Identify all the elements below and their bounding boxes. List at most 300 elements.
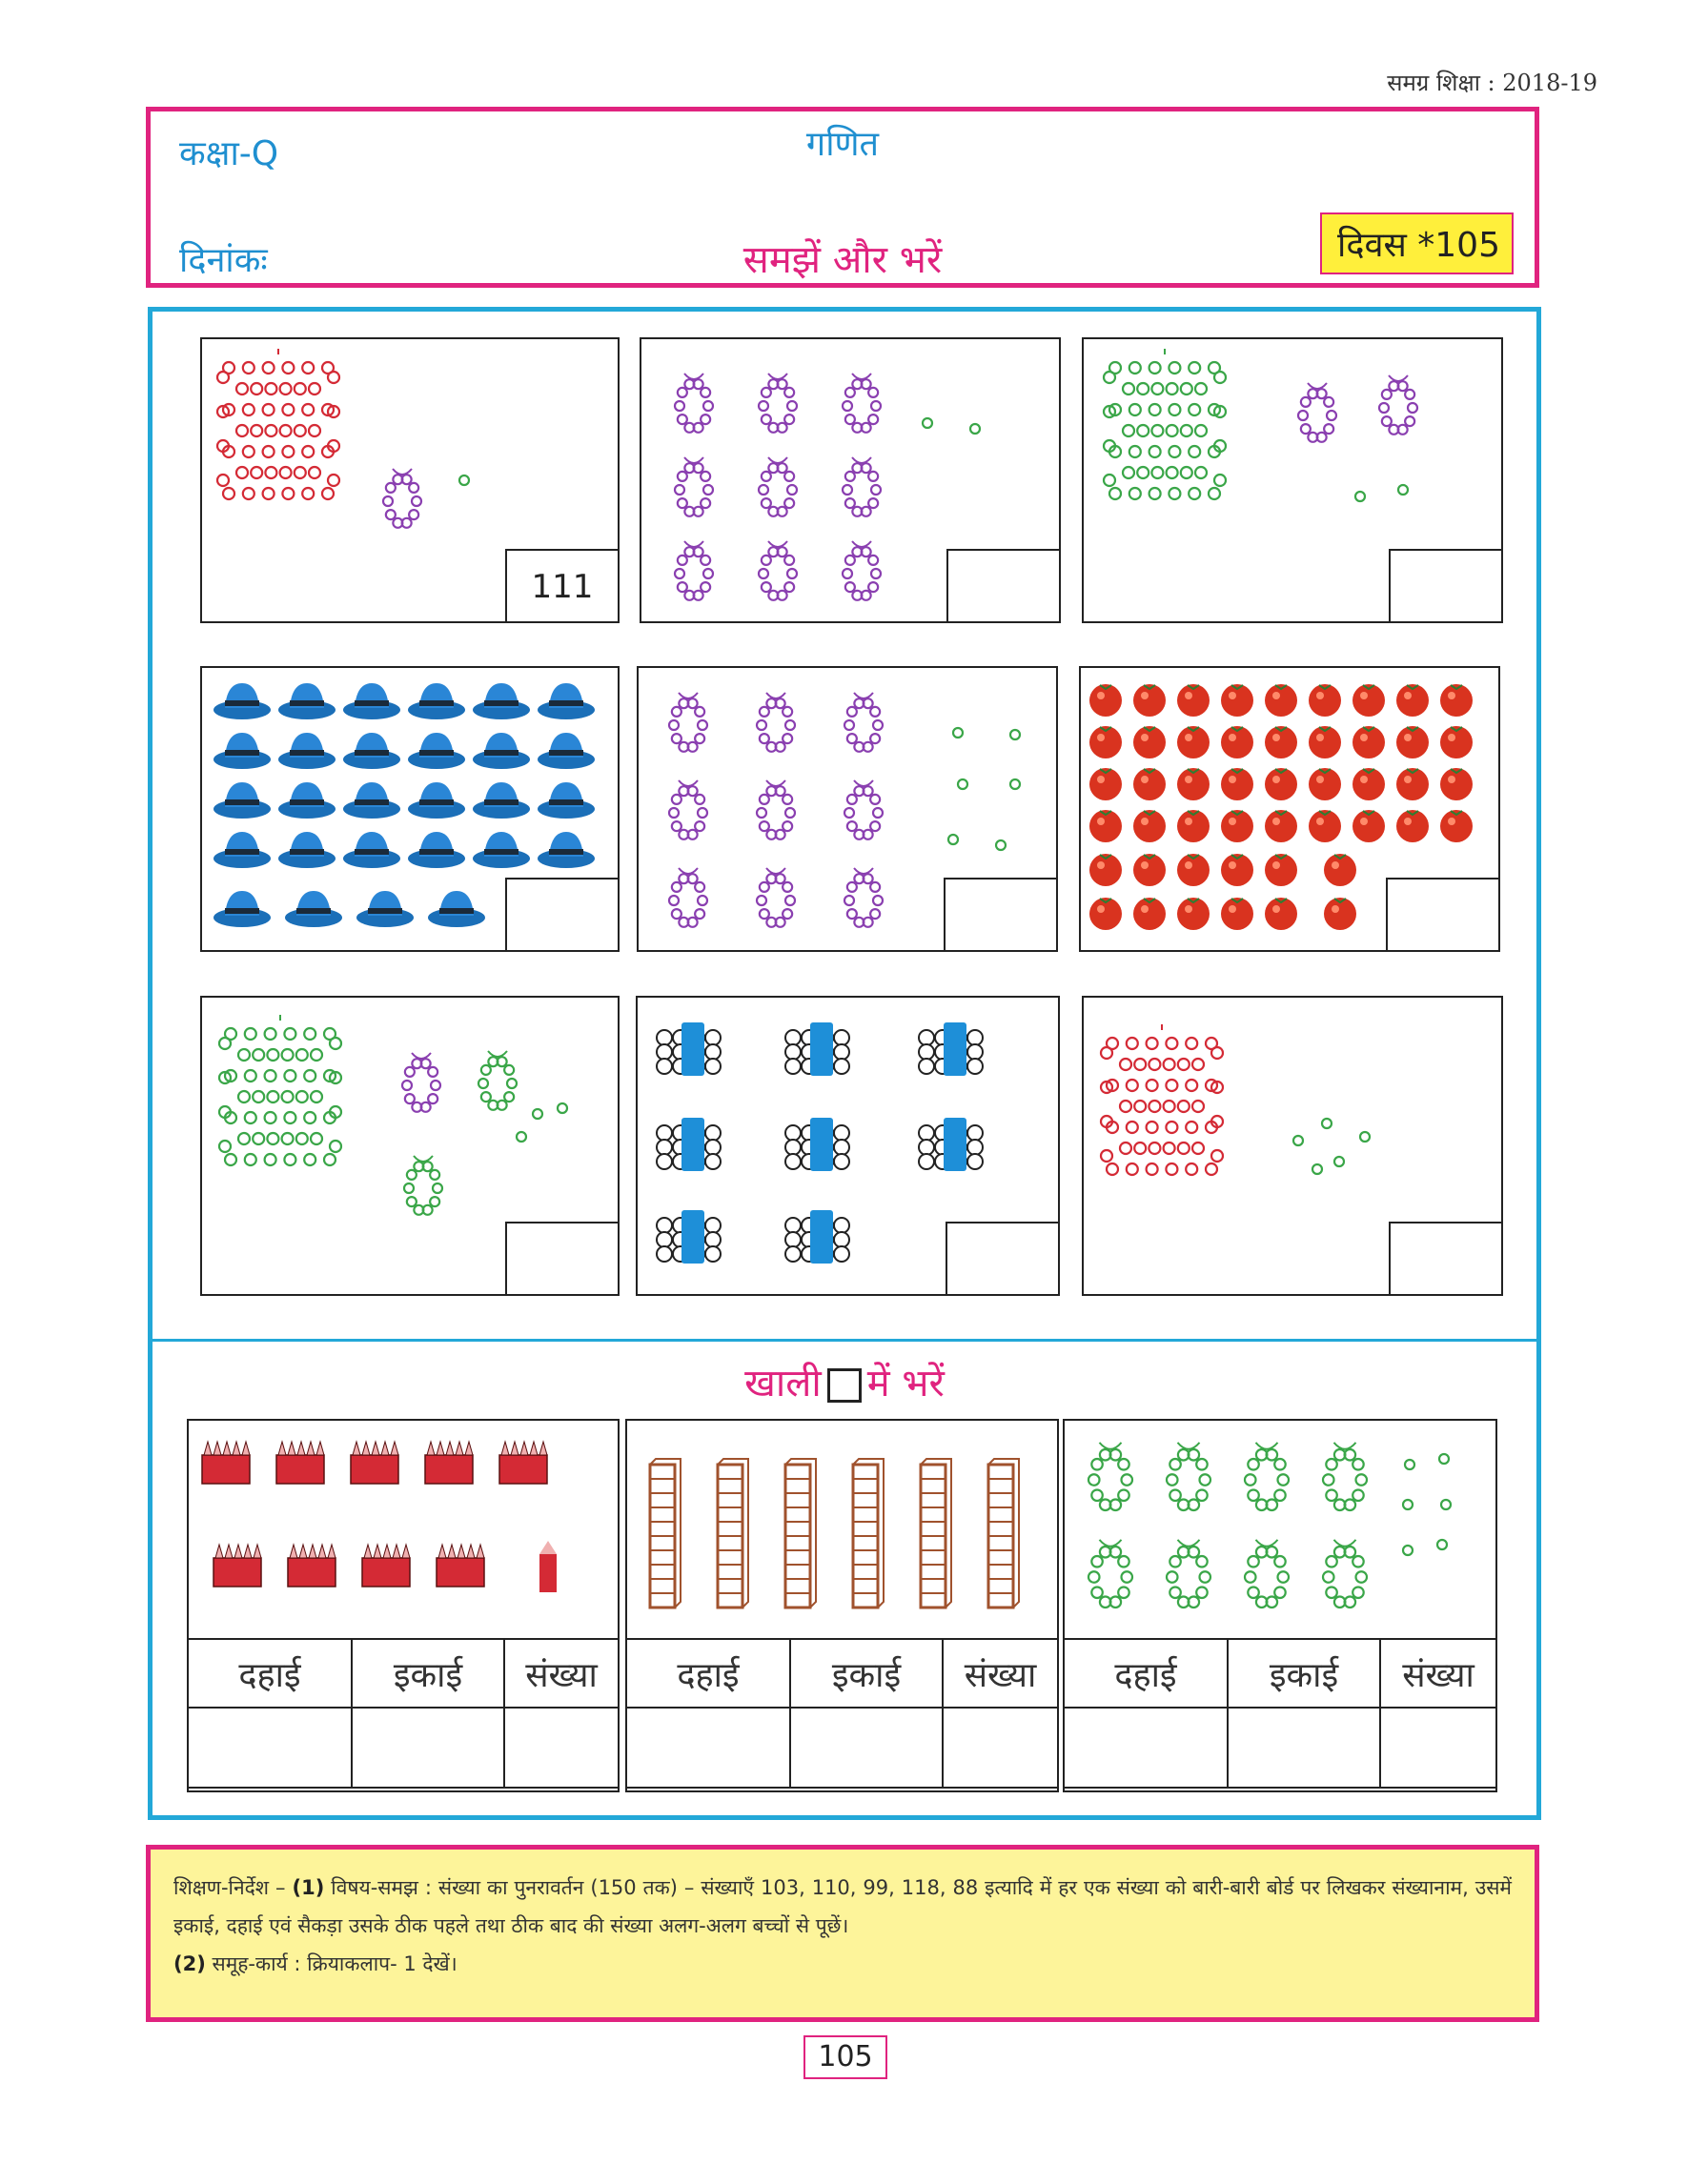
bead-icon	[870, 909, 880, 919]
bead-icon	[217, 475, 229, 486]
knot-icon	[684, 457, 703, 463]
ones-input[interactable]	[790, 1708, 943, 1788]
stick-end-icon	[834, 1154, 849, 1169]
knot-icon	[393, 469, 412, 475]
bead-icon	[953, 728, 963, 738]
stick-end-icon	[785, 1218, 801, 1233]
stick-end-icon	[834, 1044, 849, 1060]
bead-icon	[1169, 488, 1180, 499]
bead-icon	[404, 1183, 414, 1193]
bead-icon	[1326, 1587, 1337, 1598]
bead-icon	[1147, 1038, 1158, 1049]
bead-icon	[1088, 1474, 1100, 1486]
stick-end-icon	[657, 1154, 672, 1169]
bead-icon	[783, 821, 792, 831]
bead-icon	[784, 498, 794, 508]
bead-icon	[1186, 1122, 1197, 1133]
bead-icon	[328, 372, 339, 383]
empty-box-icon	[827, 1368, 862, 1403]
stick-end-icon	[834, 1218, 849, 1233]
bead-icon	[1134, 1143, 1146, 1154]
bead-icon	[1323, 1571, 1334, 1583]
tens-header: दहाई	[626, 1639, 790, 1708]
pv-panel-3	[1063, 1419, 1497, 1792]
teaching-note: शिक्षण-निर्देश – (1) विषय-समझ : संख्या का पुनरावर्तन (150 तक) – संख्याएँ 103, 110, 99, 118, 88 इत्यादि में हर एक संख्या को बारी-बारी बोर्ड पर लिखकर संख्यानाम, उसमें इकाई, दहाई एवं सैकड़ा उसके ठीक पहले तथा ठीक बाद की संख्या अलग-अलग बच्चों से पूछें। (2) समूह-कार्य : क्रियाकलाप- 1 देखें।	[146, 1845, 1539, 2022]
bead-icon	[507, 1079, 517, 1088]
bead-icon	[430, 1170, 439, 1180]
bead-icon	[1352, 1459, 1364, 1470]
bead-icon	[1091, 1459, 1103, 1470]
bead-icon	[1405, 416, 1414, 426]
bead-icon	[1326, 1556, 1337, 1567]
bead-icon	[1360, 1132, 1370, 1142]
bead-icon	[783, 707, 792, 717]
knot-icon	[768, 541, 787, 547]
bead-icon	[1137, 383, 1149, 394]
bead-icon	[762, 556, 771, 565]
bead-icon	[304, 1070, 315, 1082]
tens-header: दहाई	[188, 1639, 352, 1708]
bead-icon	[1167, 383, 1178, 394]
bead-icon	[533, 1109, 542, 1119]
bead-icon	[428, 1094, 437, 1103]
knot-icon	[852, 457, 871, 463]
bead-icon	[478, 1079, 488, 1088]
stick-end-icon	[705, 1030, 721, 1045]
bead-icon	[783, 882, 792, 892]
bead-icon	[1195, 383, 1207, 394]
stick-end-icon	[705, 1059, 721, 1074]
day-badge: दिवस *105	[1320, 212, 1514, 274]
bead-icon	[784, 388, 794, 397]
bead-icon	[1322, 1119, 1332, 1128]
bead-icon	[1293, 1136, 1303, 1145]
bead-icon	[1169, 446, 1180, 457]
bead-icon	[253, 1133, 264, 1144]
bead-icon	[324, 1154, 336, 1165]
bead-icon	[1278, 1474, 1290, 1486]
bead-icon	[845, 556, 855, 565]
bead-icon	[784, 415, 794, 424]
bead-icon	[757, 896, 766, 905]
bead-icon	[1327, 411, 1336, 420]
bead-icon	[1109, 488, 1121, 499]
bead-icon	[757, 808, 766, 818]
bead-icon	[847, 882, 857, 892]
stick-end-icon	[967, 1030, 983, 1045]
place-value-table	[1063, 1638, 1497, 1789]
bead-icon	[409, 510, 418, 519]
bead-icon	[1382, 390, 1392, 399]
knot-icon	[854, 780, 873, 786]
bead-icon	[265, 1028, 276, 1040]
bead-icon	[428, 1067, 437, 1077]
note-label: शिक्षण-निर्देश	[173, 1876, 270, 1899]
bead-icon	[958, 779, 967, 789]
ones-header: इकाई	[1228, 1639, 1380, 1708]
bead-icon	[1245, 1571, 1256, 1583]
bead-icon	[311, 1091, 322, 1102]
bead-icon	[1147, 1163, 1158, 1175]
bead-icon	[265, 1070, 276, 1082]
band-icon	[810, 1118, 833, 1171]
bead-icon	[282, 404, 294, 415]
bead-icon	[844, 896, 854, 905]
bead-icon	[309, 425, 320, 436]
stick-end-icon	[967, 1059, 983, 1074]
note-part1-number: (1)	[292, 1876, 325, 1899]
pencil-bundle-icon	[288, 1558, 336, 1587]
answer-box[interactable]	[1389, 1222, 1501, 1294]
bead-icon	[251, 425, 262, 436]
bead-icon	[1123, 383, 1134, 394]
answer-box[interactable]	[1389, 549, 1501, 621]
note-part1-text: संख्या का पुनरावर्तन (150 तक) – संख्याएँ 103, 110, 99, 118, 88 इत्यादि में हर एक संख्या को बारी-बारी बोर्ड पर लिखकर संख्यानाम, उसमें इकाई, दहाई एवं सैकड़ा उसके ठीक पहले तथा ठीक बाद की संख्या अलग-अलग बच्चों से पूछें।	[173, 1876, 1512, 1937]
pencil-bundle-icon	[202, 1455, 250, 1484]
bead-icon	[1189, 446, 1200, 457]
bead-icon	[243, 488, 254, 499]
pencil-bundle-icon	[214, 1558, 261, 1587]
bead-icon	[405, 1094, 415, 1103]
bead-icon	[265, 383, 276, 394]
bead-icon	[267, 1049, 278, 1061]
stick-end-icon	[657, 1030, 672, 1045]
bead-icon	[1379, 403, 1389, 413]
bead-icon	[386, 510, 396, 519]
bead-icon	[430, 1197, 439, 1206]
bead-icon	[843, 485, 852, 495]
knot-icon	[1334, 1540, 1356, 1547]
answer-box[interactable]	[505, 878, 618, 950]
knot-icon	[1100, 1443, 1122, 1449]
bead-icon	[695, 909, 704, 919]
number-input[interactable]	[1380, 1708, 1496, 1788]
bead-icon	[304, 1112, 315, 1123]
bead-icon	[1186, 1163, 1197, 1175]
number-input[interactable]	[504, 1708, 619, 1788]
bead-icon	[296, 1133, 308, 1144]
bead-icon	[223, 488, 234, 499]
bead-icon	[330, 1141, 341, 1152]
bead-icon	[1334, 1157, 1344, 1166]
bead-icon	[1118, 1587, 1129, 1598]
ones-input[interactable]	[352, 1708, 504, 1788]
bead-icon	[678, 388, 687, 397]
bead-icon	[1200, 1571, 1211, 1583]
bead-icon	[1356, 1474, 1368, 1486]
bead-icon	[1181, 467, 1192, 478]
bead-icon	[1312, 1164, 1322, 1174]
bead-icon	[236, 425, 248, 436]
bead-icon	[517, 1132, 526, 1142]
answer-box[interactable]	[944, 878, 1056, 950]
bead-icon	[845, 472, 855, 481]
bead-icon	[282, 362, 294, 374]
number-input[interactable]	[943, 1708, 1058, 1788]
fill-heading	[153, 1355, 1536, 1407]
bead-icon	[760, 795, 769, 804]
bead-icon	[762, 472, 771, 481]
bead-icon	[1167, 1571, 1178, 1583]
bead-icon	[672, 734, 681, 743]
stick-end-icon	[919, 1030, 934, 1045]
bead-icon	[785, 720, 795, 730]
bead-icon	[433, 1183, 442, 1193]
knot-icon	[1389, 375, 1408, 381]
number-header: संख्या	[943, 1639, 1058, 1708]
bead-icon	[1166, 1080, 1177, 1091]
bead-icon	[871, 485, 881, 495]
bead-icon	[1405, 1460, 1414, 1469]
tens-header: दहाई	[1064, 1639, 1228, 1708]
bead-icon	[1298, 411, 1308, 420]
bead-icon	[703, 569, 713, 578]
knot-icon	[684, 541, 703, 547]
bead-icon	[762, 388, 771, 397]
stick-end-icon	[705, 1154, 721, 1169]
stick-end-icon	[967, 1044, 983, 1060]
stick-end-icon	[834, 1232, 849, 1247]
bead-icon	[225, 1154, 236, 1165]
bead-icon	[282, 1133, 294, 1144]
bead-icon	[402, 1081, 412, 1090]
bead-icon	[1352, 1556, 1364, 1567]
knot-icon	[854, 868, 873, 874]
bead-icon	[1245, 1474, 1256, 1486]
bead-icon	[1196, 1489, 1208, 1501]
note-part1-title: विषय-समझ :	[331, 1876, 432, 1899]
bead-icon	[1120, 1059, 1131, 1070]
answer-box[interactable]	[946, 549, 1059, 621]
bead-icon	[1120, 1143, 1131, 1154]
bead-icon	[762, 415, 771, 424]
bead-icon	[1167, 1474, 1178, 1486]
knot-icon	[1178, 1540, 1200, 1547]
bead-icon	[1195, 467, 1207, 478]
pencil-bundle-icon	[276, 1455, 324, 1484]
page-heading: समझें और भरें	[742, 238, 943, 282]
bead-icon	[296, 1049, 308, 1061]
answer-box[interactable]	[946, 1222, 1058, 1294]
bead-icon	[282, 1091, 294, 1102]
bead-icon	[1104, 372, 1115, 383]
bead-icon	[267, 1133, 278, 1144]
bead-icon	[871, 401, 881, 411]
bead-icon	[1248, 1556, 1259, 1567]
knot-icon	[766, 780, 785, 786]
bead-icon	[703, 485, 713, 495]
bead-icon	[1408, 403, 1417, 413]
bead-icon	[760, 734, 769, 743]
bead-icon	[304, 1028, 315, 1040]
bead-icon	[1178, 1101, 1190, 1112]
bead-icon	[1166, 1122, 1177, 1133]
bead-icon	[1211, 1047, 1223, 1059]
bead-icon	[1301, 397, 1311, 407]
bead-icon	[1167, 467, 1178, 478]
bead-icon	[1405, 390, 1414, 399]
bead-icon	[760, 821, 769, 831]
panel-2	[640, 337, 1061, 623]
bead-icon	[304, 1154, 315, 1165]
bead-icon	[868, 415, 878, 424]
pencil-bundle-icon	[499, 1455, 547, 1484]
pencil-bundle-illustration	[189, 1421, 620, 1642]
bead-icon	[282, 488, 294, 499]
bead-icon	[504, 1065, 514, 1075]
bead-icon	[1129, 446, 1141, 457]
bead-icon	[845, 388, 855, 397]
bead-icon	[1178, 1059, 1190, 1070]
bead-icon	[948, 835, 958, 844]
tens-input[interactable]	[188, 1708, 352, 1788]
bead-icon	[1324, 424, 1333, 434]
pencil-bundle-icon	[425, 1455, 473, 1484]
ones-input[interactable]	[1228, 1708, 1380, 1788]
bead-icon	[868, 498, 878, 508]
band-icon	[810, 1210, 833, 1264]
bead-icon	[243, 404, 254, 415]
note-part2-text: : क्रियाकलाप- 1 देखें।	[294, 1952, 458, 1975]
bead-icon	[1214, 372, 1226, 383]
stick-end-icon	[919, 1140, 934, 1155]
panel-9	[1082, 996, 1503, 1296]
bead-icon	[1151, 467, 1163, 478]
bead-icon	[1278, 1571, 1290, 1583]
bead-icon	[695, 795, 704, 804]
bead-icon	[1398, 485, 1408, 495]
note-part2-number: (2)	[173, 1952, 206, 1975]
bead-icon	[1352, 1489, 1364, 1501]
bead-icon	[1129, 488, 1141, 499]
bead-icon	[1324, 397, 1333, 407]
bead-icon	[302, 362, 314, 374]
bead-icon	[1129, 404, 1141, 415]
bead-icon	[1274, 1489, 1286, 1501]
stick-end-icon	[834, 1246, 849, 1262]
bead-icon	[868, 388, 878, 397]
tens-input[interactable]	[1064, 1708, 1228, 1788]
bead-icon	[868, 556, 878, 565]
bead-icon	[253, 1091, 264, 1102]
bead-icon	[757, 720, 766, 730]
page-number: 105	[803, 2035, 887, 2079]
bead-icon	[311, 1133, 322, 1144]
bead-icon	[1323, 1474, 1334, 1486]
bead-icon	[868, 582, 878, 592]
bead-icon	[1169, 362, 1180, 374]
bead-icon	[1181, 425, 1192, 436]
bead-icon	[870, 707, 880, 717]
bead-icon	[243, 362, 254, 374]
bead-icon	[1088, 1571, 1100, 1583]
bead-icon	[245, 1028, 256, 1040]
bead-icon	[762, 498, 771, 508]
bead-icon	[675, 485, 684, 495]
stick-end-icon	[967, 1140, 983, 1155]
bead-icon	[784, 582, 794, 592]
knot-icon	[488, 1051, 507, 1057]
bead-icon	[785, 808, 795, 818]
bead-icon	[219, 1141, 231, 1152]
stick-end-icon	[785, 1044, 801, 1060]
bead-icon	[1326, 1459, 1337, 1470]
single-pencil-icon	[539, 1554, 557, 1592]
bead-icon	[870, 821, 880, 831]
knot-icon	[684, 374, 703, 379]
bead-icon	[678, 498, 687, 508]
stick-end-icon	[657, 1140, 672, 1155]
knot-icon	[1308, 383, 1327, 389]
bead-icon	[701, 582, 710, 592]
bead-icon	[284, 1112, 295, 1123]
bead-icon	[219, 1038, 231, 1049]
bead-icon	[1123, 425, 1134, 436]
bead-icon	[844, 808, 854, 818]
bead-icon	[412, 496, 421, 506]
stick-end-icon	[705, 1232, 721, 1247]
stick-end-icon	[705, 1140, 721, 1155]
stick-end-icon	[967, 1125, 983, 1141]
stick-end-icon	[705, 1246, 721, 1262]
answer-box[interactable]: 111	[505, 549, 618, 621]
knot-icon	[1334, 1443, 1356, 1449]
pencil-bundle-icon	[362, 1558, 410, 1587]
bead-icon	[762, 582, 771, 592]
bead-icon	[844, 720, 854, 730]
bead-icon	[1147, 1122, 1158, 1133]
bead-icon	[783, 734, 792, 743]
bead-icon	[847, 821, 857, 831]
bead-icon	[1196, 1556, 1208, 1567]
bead-icon	[1189, 362, 1200, 374]
bead-icon	[1101, 1047, 1112, 1059]
stick-end-icon	[657, 1246, 672, 1262]
bead-icon	[263, 488, 275, 499]
bead-icon	[265, 1154, 276, 1165]
pencil-bundle-icon	[437, 1558, 484, 1587]
bead-icon	[1129, 362, 1141, 374]
bead-icon	[923, 418, 932, 428]
bead-icon	[1149, 404, 1161, 415]
bead-icon	[1214, 475, 1226, 486]
bead-icon	[296, 1091, 308, 1102]
answer-box[interactable]	[1386, 878, 1498, 950]
answer-box[interactable]	[505, 1222, 618, 1294]
bead-icon	[759, 569, 768, 578]
knot-icon	[1100, 1540, 1122, 1547]
bead-icon	[759, 485, 768, 495]
bead-icon	[1186, 1080, 1197, 1091]
bead-icon	[1010, 779, 1020, 789]
knot-icon	[412, 1053, 431, 1059]
bead-icon	[669, 808, 679, 818]
bead-icon	[1137, 425, 1149, 436]
bead-icon	[1200, 1474, 1211, 1486]
bead-icon	[407, 1197, 417, 1206]
bead-icon	[787, 485, 797, 495]
block-rod-illustration	[627, 1421, 1059, 1642]
panel-4	[200, 666, 620, 952]
bead-icon	[1118, 1459, 1129, 1470]
bead-icon	[1149, 488, 1161, 499]
bead-icon	[311, 1049, 322, 1061]
tens-input[interactable]	[626, 1708, 790, 1788]
bead-icon	[678, 415, 687, 424]
bead-icon	[1107, 1163, 1118, 1175]
stick-end-icon	[785, 1059, 801, 1074]
ones-header: इकाई	[352, 1639, 504, 1708]
